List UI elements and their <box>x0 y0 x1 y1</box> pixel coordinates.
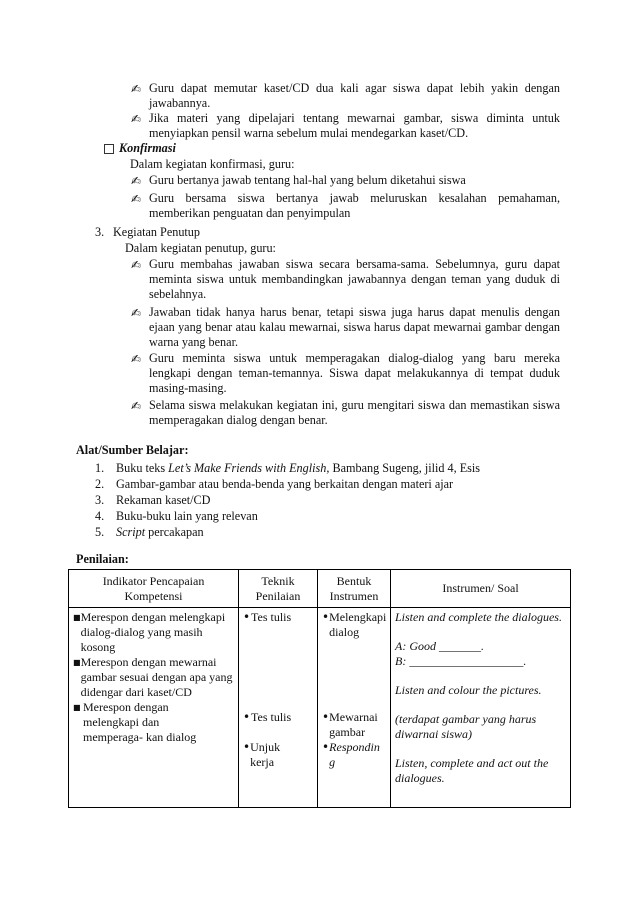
bentuk-text: Mewarnai gambar <box>329 710 378 739</box>
soal-note: (terdapat gambar yang harus diwarnai siswa) <box>395 712 537 741</box>
alat-item-post: Bambang Sugeng, jilid 4, Esis <box>329 461 481 475</box>
alat-num-3: 3. <box>95 493 105 507</box>
alat-item-1 <box>116 461 480 476</box>
table-header-row <box>69 570 571 608</box>
header-indikator: Indikator Pencapaian Kompetensi <box>69 570 239 608</box>
soal-line-a: A: Good _______. <box>395 639 484 653</box>
penutup-bullet-1: Guru membahas jawaban siswa secara bersama-sama. Sebelumnya, guru dapat meminta siswa untuk membandingkan jawabannya dengan teman yang duduk di sebelahnya. <box>149 257 560 301</box>
soal-cell <box>391 608 571 808</box>
indikator-item <box>73 655 234 700</box>
dot-bullet-icon: • <box>322 610 330 624</box>
alat-num-5: 5. <box>95 525 105 539</box>
alat-heading: Alat/Sumber Belajar: <box>76 443 189 457</box>
header-instrumen: Instrumen/ Soal <box>391 570 571 608</box>
pencil-bullet-icon: ✍ <box>131 258 142 272</box>
alat-num-1: 1. <box>95 461 105 475</box>
alat-item-script: Script <box>116 525 146 539</box>
square-bullet-icon: ■ <box>73 658 81 667</box>
table-row <box>69 608 571 808</box>
bentuk-item <box>322 710 382 740</box>
soal-instruction-1: Listen and complete the dialogues. <box>395 610 562 624</box>
dot-bullet-icon: • <box>243 710 251 724</box>
penutup-bullet-3: Guru meminta siswa untuk memperagakan dialog-dialog yang baru mereka lengkapi dengan teman-temannya. Siswa dapat melakukannya di tempat duduk masing-masing. <box>149 351 560 395</box>
konfirmasi-bullet-2: Guru bersama siswa bertanya jawab meluruskan kesalahan pemahaman, memberikan penguatan dan penyimpulan <box>149 191 560 220</box>
alat-item-book-title: Let’s Make Friends with English, <box>168 461 330 475</box>
indikator-item <box>73 610 234 655</box>
penutup-bullet-2: Jawaban tidak hanya harus benar, tetapi siswa juga harus dapat menulis dengan ejaan yang benar atau kalau mewarnai, siswa harus dapat mewarnai gambar dengan warna yang benar. <box>149 305 560 349</box>
alat-num-2: 2. <box>95 477 105 491</box>
indikator-item <box>73 700 234 745</box>
penutup-number: 3. <box>95 225 105 239</box>
konfirmasi-title: Konfirmasi <box>119 141 176 155</box>
checkbox-marker-icon <box>104 144 114 154</box>
indikator-text: Merespon dengan melengkapi dialog-dialog yang masih kosong <box>80 610 226 654</box>
pencil-bullet-icon: ✍ <box>131 306 142 320</box>
dot-bullet-icon: • <box>243 740 251 754</box>
pencil-bullet-icon: ✍ <box>131 192 142 206</box>
dot-bullet-icon: • <box>322 710 330 724</box>
penutup-lead: Dalam kegiatan penutup, guru: <box>125 241 276 255</box>
penilaian-heading: Penilaian: <box>76 552 129 566</box>
penutup-title: Kegiatan Penutup <box>113 225 200 239</box>
header-bentuk: Bentuk Instrumen <box>318 570 391 608</box>
pencil-bullet-icon: ✍ <box>131 82 142 96</box>
indikator-text: Merespon dengan melengkapi dan memperaga- kan dialog <box>83 700 197 744</box>
soal-line-b: B: ___________________. <box>395 654 527 668</box>
alat-item-2: Gambar-gambar atau benda-benda yang berkaitan dengan materi ajar <box>116 477 454 491</box>
bentuk-cell <box>318 608 391 808</box>
alat-item-4: Buku-buku lain yang relevan <box>116 509 258 523</box>
teknik-item <box>243 610 313 625</box>
teknik-item <box>243 710 291 725</box>
penutup-bullet-4: Selama siswa melakukan kegiatan ini, guru mengitari siswa dan memastikan siswa memperagakan dialog dengan benar. <box>149 398 560 427</box>
bentuk-item <box>322 610 386 640</box>
teknik-item <box>243 740 297 770</box>
dot-bullet-icon: • <box>322 740 330 754</box>
soal-instruction-2: Listen and colour the pictures. <box>395 683 542 697</box>
bentuk-text: Melengkapi dialog <box>329 610 387 639</box>
teknik-text: Tes tulis <box>251 710 292 724</box>
pencil-bullet-icon: ✍ <box>131 174 142 188</box>
alat-item-post: percakapan <box>145 525 204 539</box>
dot-bullet-icon: • <box>243 610 251 624</box>
konfirmasi-lead: Dalam kegiatan konfirmasi, guru: <box>130 157 295 171</box>
pencil-bullet-icon: ✍ <box>131 112 142 126</box>
intro-bullet-2: Jika materi yang dipelajari tentang mewarnai gambar, siswa diminta untuk menyiapkan pensil warna sebelum mulai mendegarkan kaset/CD. <box>149 111 560 140</box>
teknik-text: Tes tulis <box>251 610 292 624</box>
alat-item-pre: Buku teks <box>116 461 169 475</box>
pencil-bullet-icon: ✍ <box>131 399 142 413</box>
header-teknik: Teknik Penilaian <box>239 570 318 608</box>
bentuk-text: Responding <box>329 740 380 769</box>
teknik-cell <box>239 608 318 808</box>
alat-num-4: 4. <box>95 509 105 523</box>
square-bullet-icon: ■ <box>73 613 81 622</box>
konfirmasi-bullet-1: Guru bertanya jawab tentang hal-hal yang belum diketahui siswa <box>149 173 466 187</box>
alat-item-3: Rekaman kaset/CD <box>116 493 211 507</box>
teknik-text: Unjuk kerja <box>250 740 281 769</box>
indikator-text: Merespon dengan mewarnai gambar sesuai dengan apa yang didengar dari kaset/CD <box>80 655 233 699</box>
square-bullet-icon: ■ <box>73 703 81 712</box>
pencil-bullet-icon: ✍ <box>131 352 142 366</box>
alat-item-5 <box>116 525 204 540</box>
indikator-cell <box>69 608 239 808</box>
penilaian-table <box>68 569 571 808</box>
intro-bullet-1: Guru dapat memutar kaset/CD dua kali agar siswa dapat lebih yakin dengan jawabannya. <box>149 81 560 110</box>
bentuk-item <box>322 740 380 770</box>
soal-instruction-3: Listen, complete and act out the dialogues. <box>395 756 549 785</box>
